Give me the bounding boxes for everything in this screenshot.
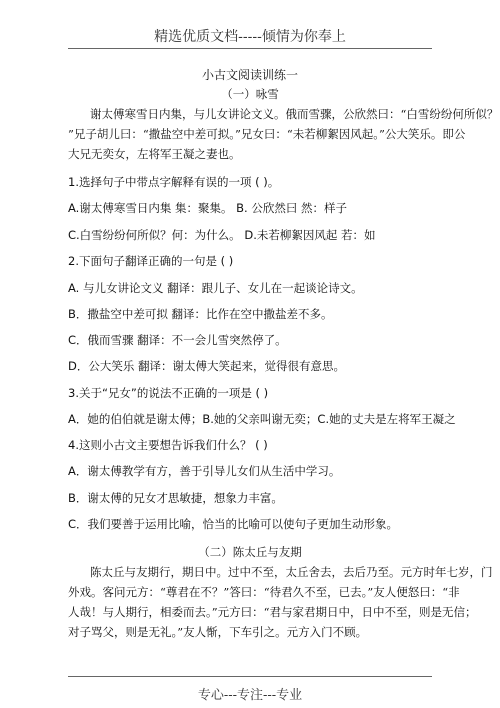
section2-passage-line: 陈太丘与友期行，期日中。过中不至，太丘舍去，去后乃至。元方时年七岁，门 <box>90 565 493 579</box>
section1-passage-line: ”兄子胡儿曰：“撒盐空中差可拟。”兄女曰：“未若柳絮因风起。”公大笑乐。即公 <box>68 127 466 141</box>
section1-passage-line: 大兄无奕女，左将军王凝之妻也。 <box>68 147 241 161</box>
question-2-stem: 2.下面句子翻译正确的一句是 ( ) <box>68 254 234 268</box>
section2-passage-line: 人哉！与人期行，相委而去。”元方曰：“君与家君期日中，日中不至，则是无信； <box>68 605 477 619</box>
header-rule <box>68 48 432 49</box>
section2-passage-line: 外戏。客问元方：“尊君在不？”答曰：“待君久不至，已去。”友人便怒曰：“非 <box>68 585 460 599</box>
document-title: 小古文阅读训练一 <box>201 68 298 82</box>
page-header: 精选优质文档-----倾情为你奉上 <box>154 29 346 45</box>
question-3-option: A．她的伯伯就是谢太傅；B.她的父亲叫谢无奕；C.她的丈夫是左将军王凝之 <box>68 412 456 426</box>
question-2-option: A. 与儿女讲论文义 翻译：跟儿子、女儿在一起谈论诗文。 <box>68 281 363 295</box>
question-4-option: A．谢太傅教学有方，善于引导儿女们从生活中学习。 <box>68 464 341 478</box>
question-1-option-row: A.谢太傅寒雪日内集 集：聚集。 B. 公欣然曰 然：样子 <box>68 201 347 215</box>
question-4-option: C．我们要善于运用比喻，恰当的比喻可以使句子更加生动形象。 <box>68 517 399 531</box>
section1-passage-line: 谢太傅寒雪日内集，与儿女讲论文义。俄而雪骤，公欣然曰：“白雪纷纷何所似？ <box>90 107 499 121</box>
question-4-stem: 4.这则小古文主要想告诉我们什么？ ( ) <box>68 438 268 452</box>
page-footer: 专心---专注---专业 <box>197 688 303 703</box>
question-1-stem: 1.选择句子中带点字解释有误的一项 ( )。 <box>68 175 280 189</box>
question-1-option-row: C.白雪纷纷何所似？何：为什么。 D.未若柳絮因风起 若：如 <box>68 228 376 242</box>
section1-heading: （一）咏雪 <box>221 87 279 101</box>
question-3-stem: 3.关于“兄女”的说法不正确的一项是 ( ) <box>68 386 269 400</box>
footer-rule <box>68 676 432 677</box>
section2-heading: （二）陈太丘与友期 <box>198 545 302 559</box>
question-2-option: C．俄而雪骤 翻译：不一会儿雪突然停了。 <box>68 333 287 347</box>
question-2-option: B．撒盐空中差可拟 翻译：比作在空中撒盐差不多。 <box>68 307 333 321</box>
question-4-option: B．谢太傅的兄女才思敏捷，想象力丰富。 <box>68 491 283 505</box>
question-2-option: D．公大笑乐 翻译：谢太傅大笑起来，觉得很有意思。 <box>68 359 346 373</box>
section2-passage-line: 对子骂父，则是无礼。”友人惭，下车引之。元方入门不顾。 <box>68 625 368 639</box>
